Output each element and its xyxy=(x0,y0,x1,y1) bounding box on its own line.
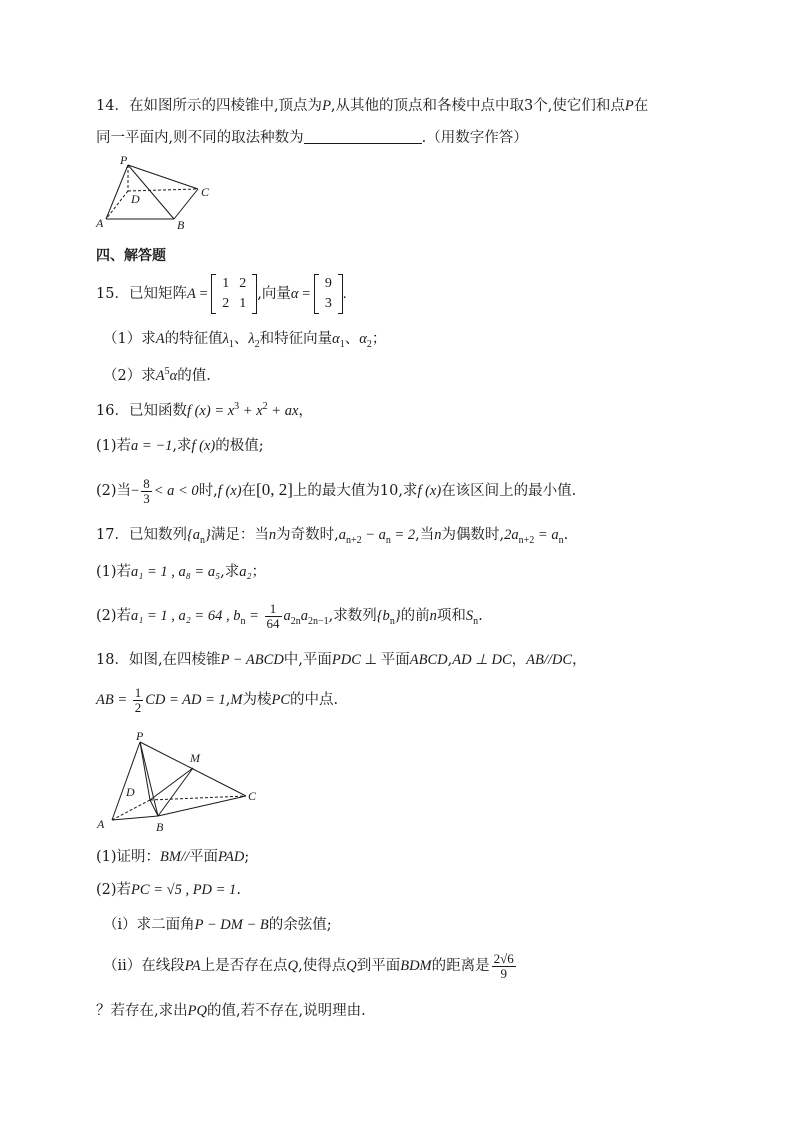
matrix-A: 1 2 2 1 xyxy=(211,274,257,314)
vector-alpha: 9 3 xyxy=(314,274,343,314)
vertex-label-D: D xyxy=(131,192,140,206)
vertex-label-B: B xyxy=(177,218,185,232)
q15-part-1: （1）求A的特征值$\lambda_1$、$\lambda_2$和特征向量$\alpha_1$、$\alpha_2$； xyxy=(103,331,387,350)
vertex-label-B: B xyxy=(156,820,164,834)
q18-line-1: 18．如图,在四棱锥P − ABCD中,平面PDC ⊥ 平面ABCD,AD ⊥ DC，AB//DC， xyxy=(96,652,587,668)
q16-part-1: (1)若a = −1,求f (x)的极值; xyxy=(96,438,264,454)
q14-pyramid-figure xyxy=(94,155,224,233)
q18-pyramid-figure xyxy=(94,728,264,836)
vertex-label-D: D xyxy=(126,785,135,799)
vertex-label-A: A xyxy=(96,216,104,230)
answer-blank[interactable] xyxy=(304,127,422,144)
q14-line-2: 同一平面内,则不同的取法种数为 .（用数字作答） xyxy=(96,127,528,149)
q17-part-2: (2)若a₁ = 1 , a₂ = 64 , $b_n$ = $\frac{1}{64}$ $a_{2n}a_{2n-1}$,求数列$\{b_n\}$的前n项和$S_n$. xyxy=(96,600,483,631)
q16-part-2: (2)当− $\frac{8}{3}$ < a < 0时,f (x)在[0, 2]上的最大值为10,求f (x)在该区间上的最小值. xyxy=(96,475,577,506)
q15-line-1: 15．已知矩阵A = 1 2 2 1 ,向量α = 9 3 . xyxy=(96,272,347,316)
q18-part-2-i: （i）求二面角P − DM − B的余弦值; xyxy=(103,917,332,933)
q16-line-1: 16．已知函数f $(x) = x^3 + x^2$ + ax， xyxy=(96,401,313,419)
vertex-label-C: C xyxy=(201,185,210,199)
vertex-label-A: A xyxy=(97,817,105,831)
vertex-label-M: M xyxy=(190,751,200,765)
q18-part-2-ii: （ii）在线段PA上是否存在点Q,使得点Q到平面BDM的距离是 $\frac{2√6}{9}$ xyxy=(103,950,514,981)
q14-line-1: 14．在如图所示的四棱锥中,顶点为P,从其他的顶点和各棱中点中取3个,使它们和点P在 xyxy=(96,98,649,114)
vertex-label-C: C xyxy=(248,789,257,803)
q18-line-2: AB = $\frac{1}{2}$ CD = AD = 1,M为棱PC的中点. xyxy=(96,684,339,715)
q17-part-1: (1)若a₁ = 1 , a₈ = a₅,求a₂； xyxy=(96,564,267,580)
q18-last-line: ？若存在,求出PQ的值,若不存在,说明理由. xyxy=(96,1003,366,1019)
vertex-label-P: P xyxy=(120,155,128,167)
q18-part-2: (2)若PC = √5 , PD = 1. xyxy=(96,882,241,898)
q18-part-1: (1)证明：BM//平面PAD; xyxy=(96,849,250,865)
vertex-label-P: P xyxy=(136,729,144,743)
q17-line-1: 17．已知数列$\{a_n\}$满足：当n为奇数时$,a_{n+2} - a_n = 2$,当n为偶数时$,2a_{n+2} = a_n$. xyxy=(96,527,569,546)
section-heading: 四、解答题 xyxy=(96,248,166,264)
q15-part-2: （2）求$A^5\alpha$的值. xyxy=(103,366,211,384)
